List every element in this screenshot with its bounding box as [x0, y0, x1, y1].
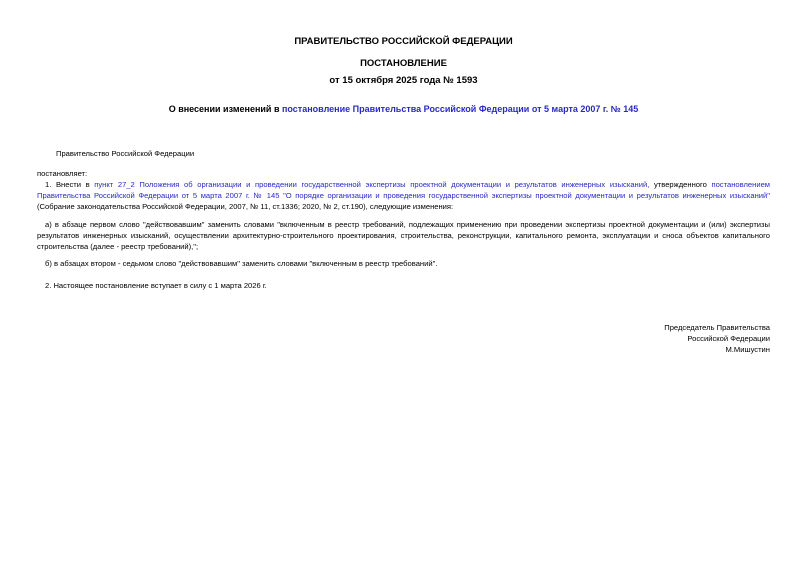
signature-name: М.Мишустин [725, 345, 770, 354]
paragraph-1 [37, 179, 770, 212]
signature-position-line: Председатель Правительства [664, 323, 770, 332]
paragraph-b: б) в абзацах втором - седьмом слово "действовавшим" заменить словами "включенным в реестр требований". [45, 259, 438, 268]
clause-27-2-link[interactable]: пункт 27_2 Положения об организации и проведении государственной экспертизы проектной документации и результатов инженерных изысканий, [94, 180, 650, 189]
document-header [37, 36, 770, 87]
doc-title [37, 103, 770, 115]
paragraph-2: 2. Настоящее постановление вступает в силу с 1 марта 2026 г. [45, 281, 267, 290]
signature-position-line: Российской Федерации [687, 334, 770, 343]
doc-title-text: О внесении изменений в [168, 104, 282, 114]
doc-title-link[interactable]: постановление Правительства Российской Федерации от 5 марта 2007 г. № 145 [281, 104, 639, 114]
paragraph-1-text: 1. Внести в [45, 180, 95, 189]
resolves-line: постановляет: [37, 169, 88, 178]
doc-date-number: от 15 октября 2025 года № 1593 [329, 75, 478, 86]
signature-block [37, 322, 770, 355]
decree-145-link[interactable]: постановлением Правительства Российской Федерации от 5 марта 2007 г. № 145 "О порядке организации и проведения государственной экспертизы проектной документации и результатов инженерных изысканий" [37, 180, 771, 200]
paragraph-1-text: (Собрание законодательства Российской Федерации, 2007, № 11, ст.1336; 2020, № 2, ст.190), следующие изменения: [37, 202, 454, 211]
paragraph-a: а) в абзаце первом слово "действовавшим" заменить словами "включенным в реестр требований, подлежащих применению при проведении экспертизы проектной документации и (или) экспертизы результатов инженерных изысканий, осуществлении архитектурно-строительного проектирования, строительства, реконструкции, капитального ремонта, эксплуатации и сноса объектов капитального строительства (далее - реестр требований),"; [37, 220, 770, 251]
paragraph-1-text: утвержденного [649, 180, 712, 189]
doc-type-heading: ПОСТАНОВЛЕНИЕ [360, 58, 447, 69]
intro-paragraph: Правительство Российской Федерации [56, 149, 195, 158]
issuer-heading: ПРАВИТЕЛЬСТВО РОССИЙСКОЙ ФЕДЕРАЦИИ [294, 36, 513, 47]
